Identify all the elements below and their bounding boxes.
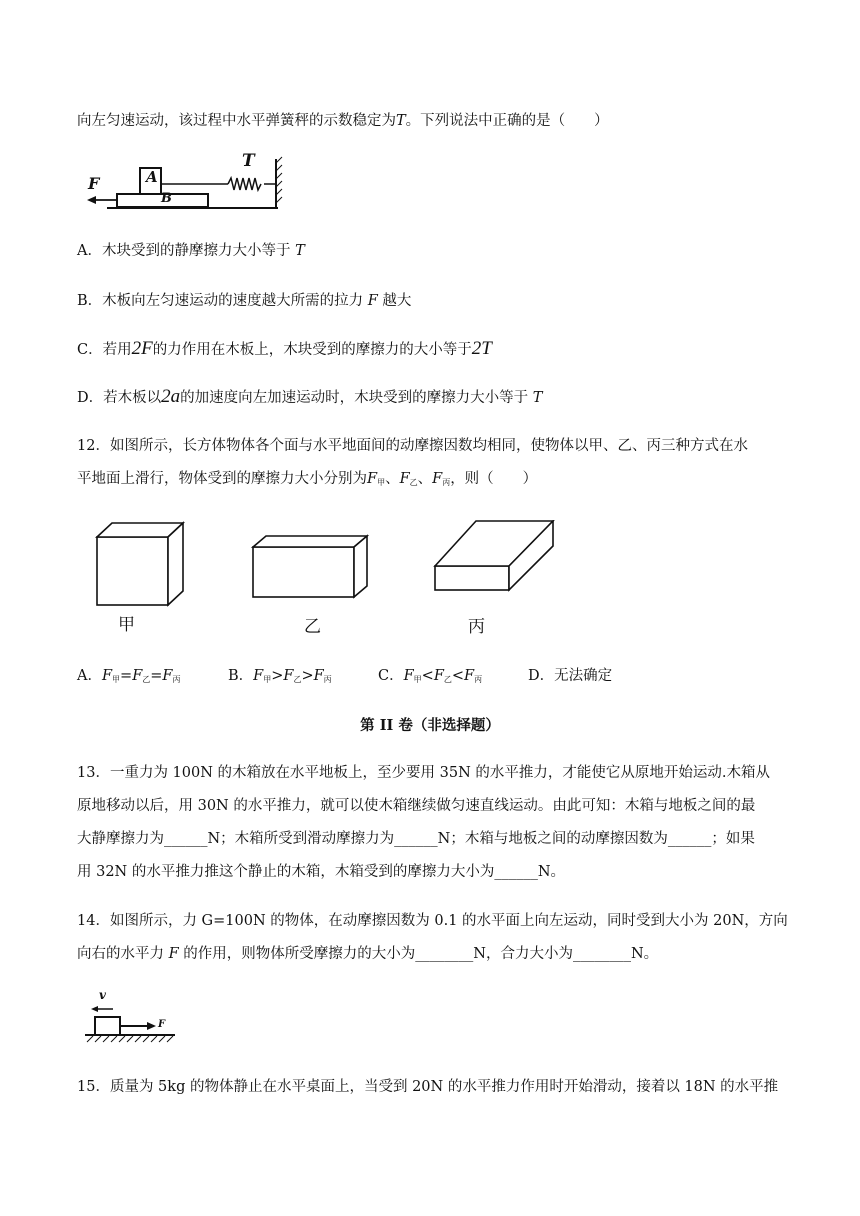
- q12-label-yi: 乙: [304, 617, 321, 637]
- q12-option-a: A．$F_甲=F_乙=F_丙$: [77, 668, 181, 684]
- q13-line4: 用 32N 的水平推力推这个静止的木箱，木箱受到的摩擦力大小为______N。: [77, 864, 566, 880]
- q13-line3: 大静摩擦力为______N；木箱所受到滑动摩擦力为______N；木箱与地板之间的动摩擦因数为______；如果: [77, 831, 755, 847]
- q12-stem-line1: 12．如图所示，长方体物体各个面与水平地面间的动摩擦因数均相同，使物体以甲、乙、丙三种方式在水: [77, 438, 748, 454]
- q12-label-bing: 丙: [468, 617, 485, 637]
- q14-line2: 向右的水平力 F 的作用，则物体所受摩擦力的大小为________N，合力大小为________N。: [77, 946, 659, 962]
- q11-option-d: D．若木板以2a的加速度向左加速运动时，木块受到的摩擦力大小等于 T: [77, 386, 543, 407]
- q12-figure: [90, 520, 570, 610]
- q11-option-b: B．木板向左匀速运动的速度越大所需的拉力 F 越大: [77, 293, 412, 309]
- q14-label-v: v: [99, 988, 106, 1002]
- section-title: 第 II 卷（非选择题）: [360, 717, 500, 734]
- q13-line2: 原地移动以后，用 30N 的水平推力，就可以使木箱继续做匀速直线运动。由此可知：木箱与地板之间的最: [77, 798, 756, 814]
- q11-label-F: F: [88, 174, 100, 193]
- q12-stem-line2: 平地面上滑行，物体受到的摩擦力大小分别为$F_甲$、$F_乙$、$F_丙$，则（ ）: [77, 471, 538, 487]
- q14-line1: 14．如图所示，力 G=100N 的物体，在动摩擦因数为 0.1 的水平面上向左运动，同时受到大小为 20N，方向: [77, 913, 788, 929]
- q14-label-F: F: [158, 1019, 166, 1030]
- q11-label-B: B: [161, 191, 172, 206]
- q12-option-c: C．$F_甲<F_乙<F_丙$: [378, 668, 483, 684]
- q15-line1: 15．质量为 5kg 的物体静止在水平桌面上，当受到 20N 的水平推力作用时开始滑动，接着以 18N 的水平推: [77, 1079, 779, 1095]
- q12-option-d: D．无法确定: [528, 668, 613, 684]
- q11-option-c: C．若用2F的力作用在木板上，木块受到的摩擦力的大小等于2T: [77, 338, 492, 359]
- q11-option-a: A．木块受到的静摩擦力大小等于 T: [77, 243, 305, 259]
- q12-option-b: B．$F_甲>F_乙>F_丙$: [228, 668, 332, 684]
- q13-line1: 13．一重力为 100N 的木箱放在水平地板上，至少要用 35N 的水平推力，才能使它从原地开始运动.木箱从: [77, 765, 770, 781]
- q11-label-A: A: [146, 168, 158, 186]
- q11-stem: 向左匀速运动，该过程中水平弹簧秤的示数稳定为T。下列说法中正确的是（ ）: [77, 113, 609, 129]
- q11-label-T: T: [242, 151, 255, 171]
- q12-label-jia: 甲: [118, 615, 135, 635]
- q14-figure: [83, 990, 183, 1046]
